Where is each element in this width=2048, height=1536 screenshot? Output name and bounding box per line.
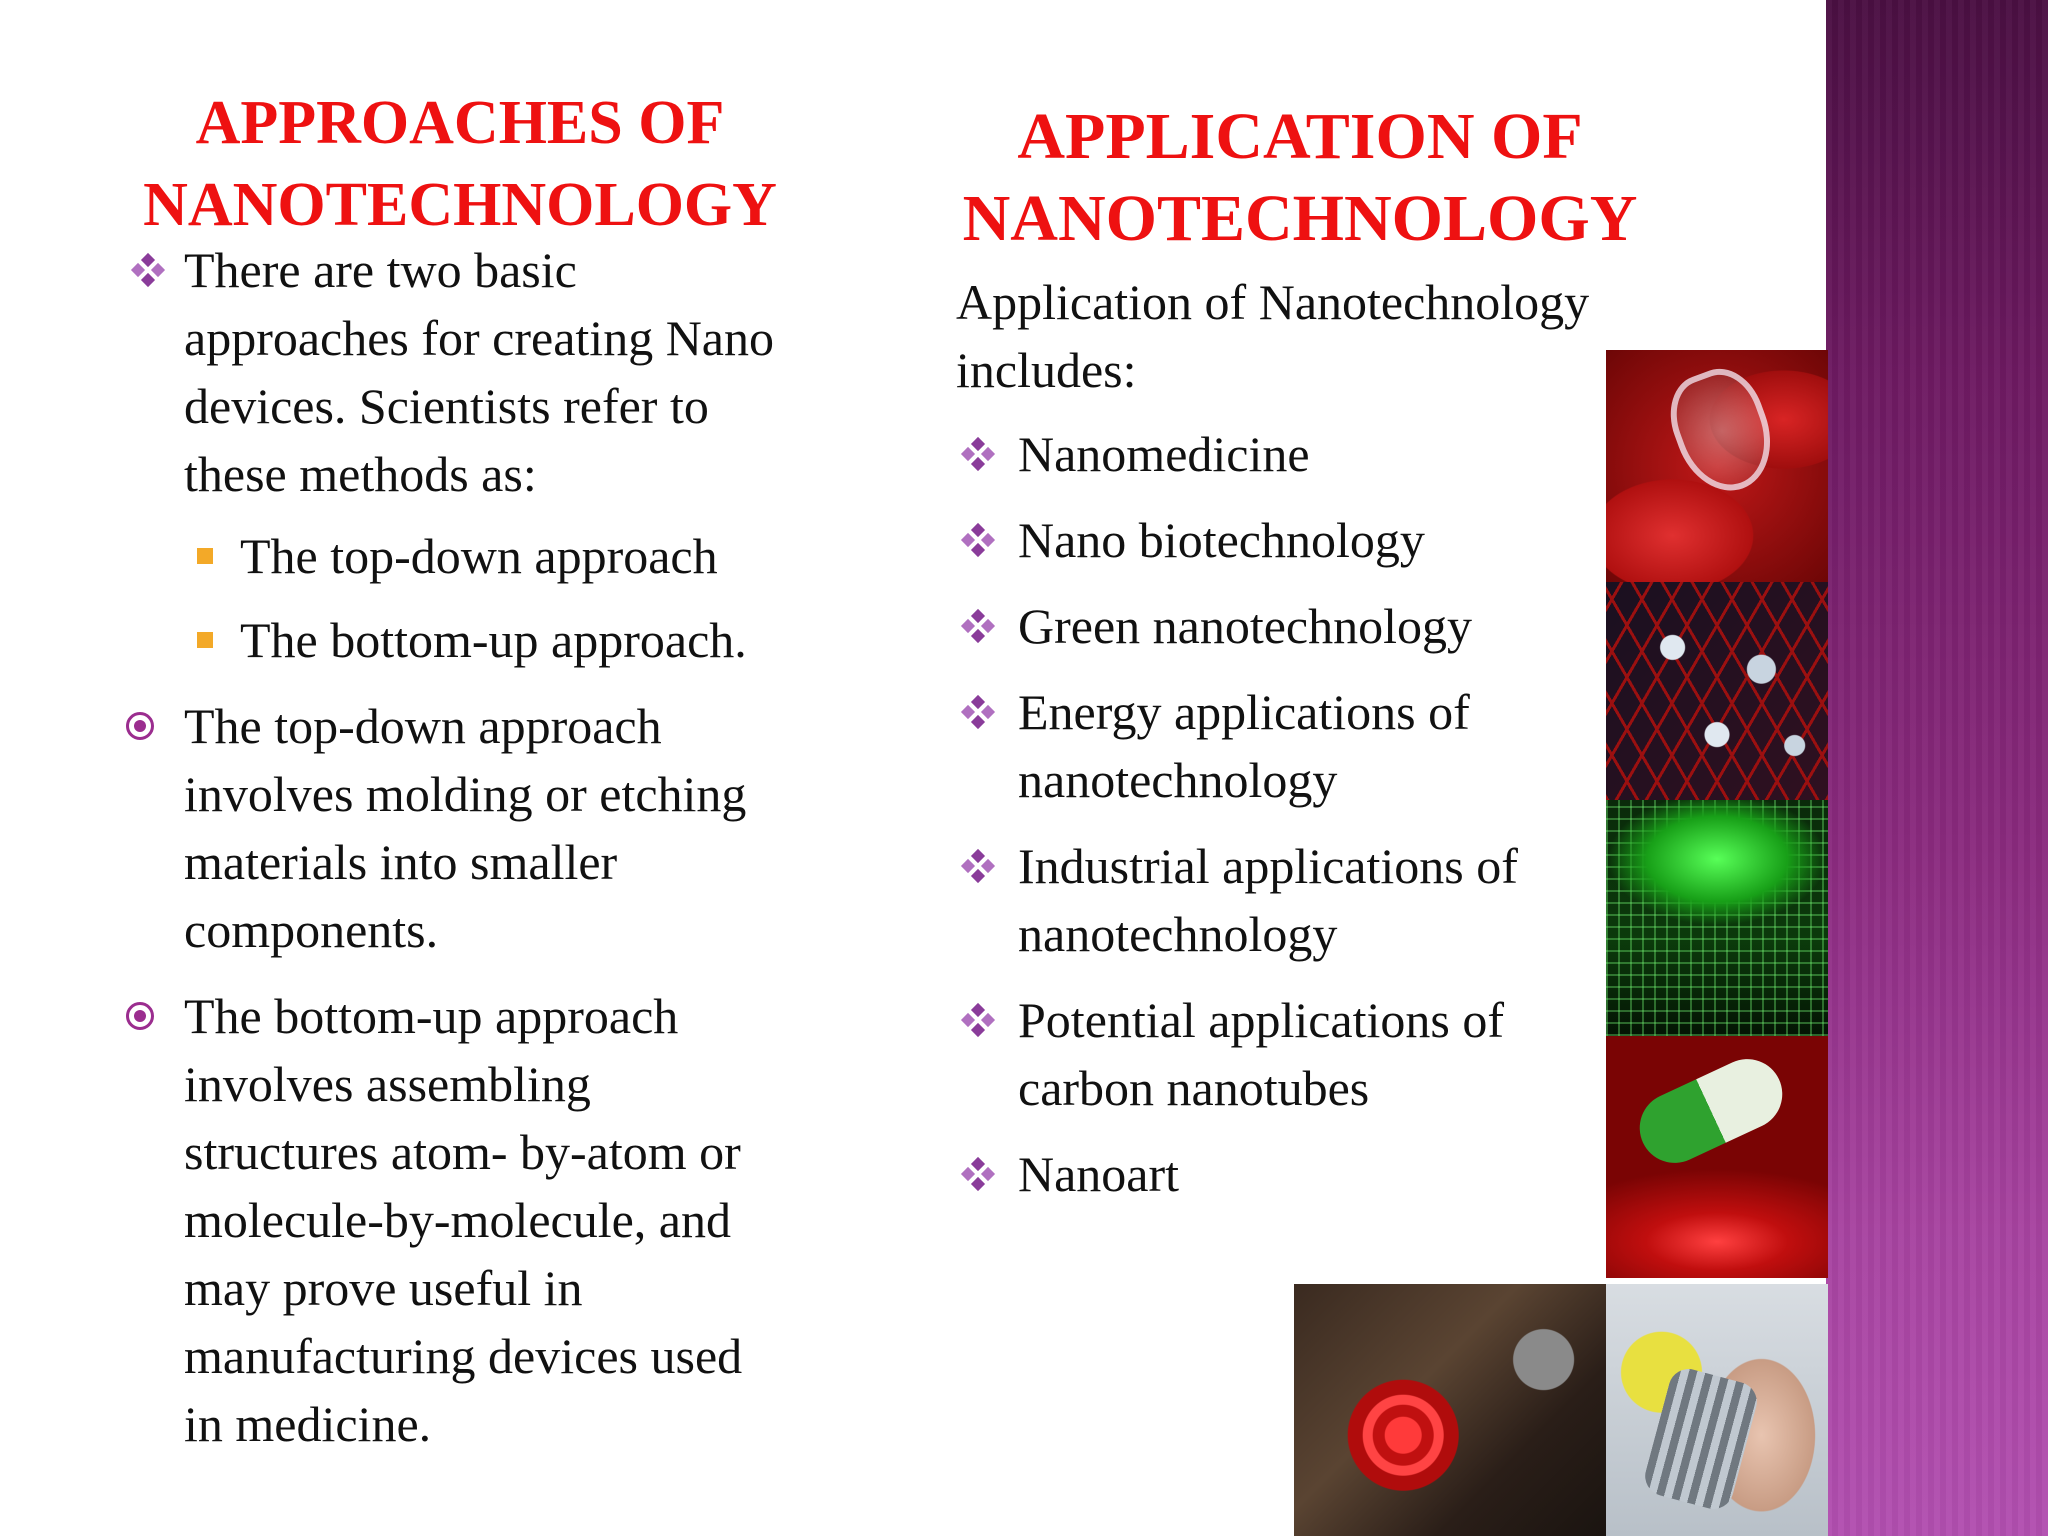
text-line: involves assembling <box>184 1056 591 1112</box>
diamond-bullet-icon <box>956 1140 1000 1208</box>
text-line: includes: <box>956 342 1137 398</box>
bullet-text <box>184 236 904 508</box>
text-line: components. <box>184 902 439 958</box>
decorative-side-band <box>1826 0 2048 1536</box>
bullet-text <box>184 692 904 964</box>
text-line: Application of Nanotechnology <box>956 274 1590 330</box>
text-line: approaches for creating Nano <box>184 310 774 366</box>
item-text <box>1018 832 1638 968</box>
diamond-bullet-icon <box>956 592 1000 660</box>
text-line: nanotechnology <box>1018 752 1338 808</box>
diamond-bullet-icon <box>956 678 1000 746</box>
text-line: devices. Scientists refer to <box>184 378 709 434</box>
text-line: manufacturing devices used <box>184 1328 743 1384</box>
heading-line: NANOTECHNOLOGY <box>962 182 1638 255</box>
item-text <box>1018 592 1638 660</box>
text-line: The bottom-up approach <box>184 988 679 1044</box>
diamond-bullet-icon <box>956 832 1000 900</box>
text-line: nanotechnology <box>1018 906 1338 962</box>
square-bullet-icon <box>190 522 220 590</box>
green-nanostructure-image <box>1606 800 1828 1036</box>
text-line: molecule-by-molecule, and <box>184 1192 731 1248</box>
nanoart-image <box>1294 1284 1606 1536</box>
item-text <box>1018 506 1638 574</box>
diamond-bullet-icon <box>956 506 1000 574</box>
text-line: Nanoart <box>1018 1146 1180 1202</box>
text-line: Energy applications of <box>1018 684 1470 740</box>
heading-line: APPLICATION OF <box>1017 100 1583 173</box>
text-line: these methods as: <box>184 446 537 502</box>
text-line: involves molding or etching <box>184 766 747 822</box>
text-line: may prove useful in <box>184 1260 583 1316</box>
graphene-molecules-image <box>1606 582 1828 800</box>
diamond-bullet-icon <box>126 236 170 304</box>
square-bullet-icon <box>190 606 220 674</box>
text-line: carbon nanotubes <box>1018 1060 1370 1116</box>
target-bullet-icon <box>118 982 162 1050</box>
text-line: structures atom- by-atom or <box>184 1124 741 1180</box>
text-line: Industrial applications of <box>1018 838 1518 894</box>
nanobot-blood-cells-image <box>1606 350 1828 582</box>
sub-item-text: The top-down approach <box>240 528 718 584</box>
text-line: Potential applications of <box>1018 992 1505 1048</box>
text-line: Nanomedicine <box>1018 426 1310 482</box>
application-intro <box>956 268 1716 404</box>
item-text <box>1018 986 1638 1122</box>
nano-capsule-image <box>1606 1036 1828 1278</box>
text-line: There are two basic <box>184 242 577 298</box>
text-line: Nano biotechnology <box>1018 512 1425 568</box>
text-line: in medicine. <box>184 1396 432 1452</box>
heading-line: NANOTECHNOLOGY <box>143 171 777 239</box>
robotic-hand-image <box>1606 1284 1828 1536</box>
target-bullet-icon <box>118 692 162 760</box>
approaches-heading <box>100 89 820 256</box>
item-text <box>1018 420 1638 488</box>
sub-item-text: The bottom-up approach. <box>240 612 747 668</box>
text-line: materials into smaller <box>184 834 618 890</box>
diamond-bullet-icon <box>956 420 1000 488</box>
diamond-bullet-icon <box>956 986 1000 1054</box>
text-line: Green nanotechnology <box>1018 598 1473 654</box>
text-line: The top-down approach <box>184 698 662 754</box>
item-text <box>1018 678 1638 814</box>
bullet-text <box>184 982 904 1458</box>
item-text <box>1018 1140 1638 1208</box>
application-heading <box>930 100 1670 268</box>
heading-line: APPROACHES OF <box>195 89 725 157</box>
